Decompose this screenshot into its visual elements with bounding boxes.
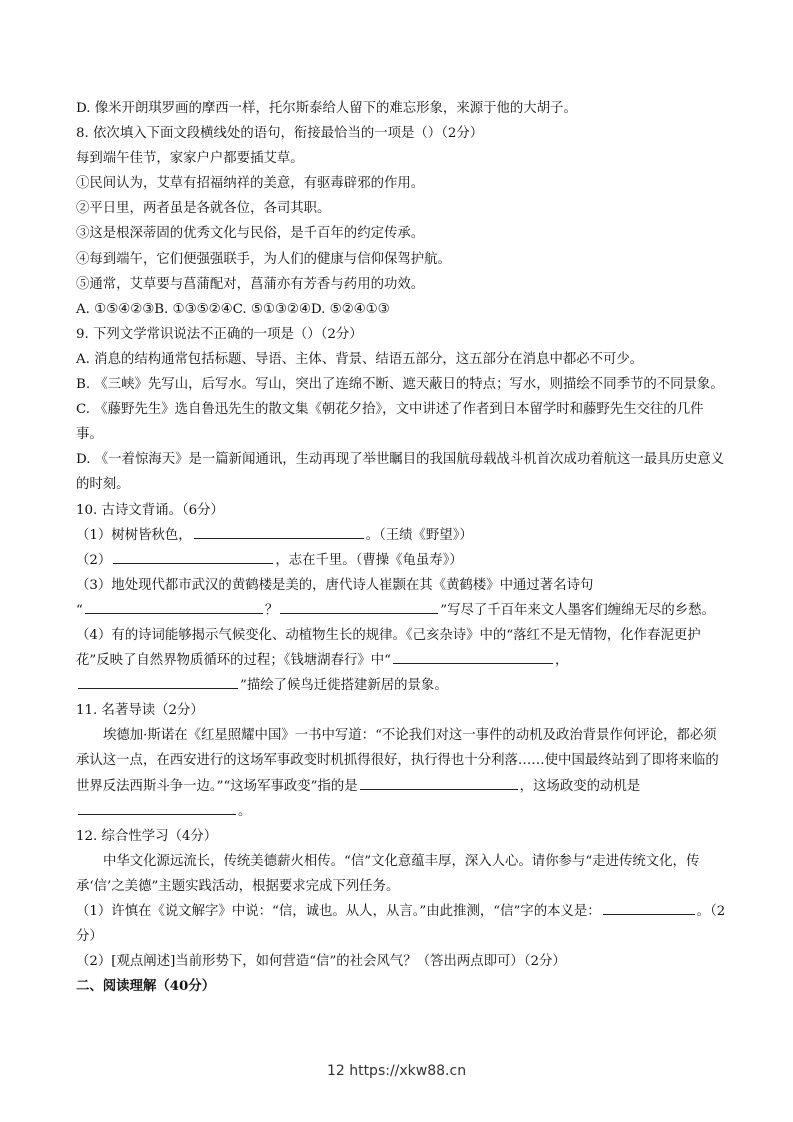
q8-stem: 每到端午佳节，家家户户都要插艾草。 — [76, 151, 304, 167]
q12-title: 12. 综合性学习（4分） — [76, 828, 218, 844]
answer-blank[interactable] — [360, 775, 518, 790]
section-heading: 二、阅读理解（40分） — [76, 978, 216, 995]
exam-content — [76, 96, 726, 999]
q9-option-a: A. 消息的结构通常包括标题、导语、主体、背景、结语五部分，这五部分在消息中都必不可少。 — [76, 351, 644, 367]
q10-4-suffix: ”描绘了候鸟迁徙搭建新居的景象。 — [240, 678, 448, 694]
page-footer: 12 https://xkw88.cn — [326, 1063, 467, 1079]
q7-option-d: D. 像米开朗琪罗画的摩西一样，托尔斯泰给人留下的难忘形象，来源于他的大胡子。 — [76, 101, 577, 116]
q8-sentence-4: ④每到端午，它们便强强联手，为人们的健康与信仰保驾护航。 — [76, 251, 451, 267]
q10-item-2 — [76, 548, 726, 573]
q8-title: 8. 依次填入下面文段横线处的语句，衔接最恰当的一项是（）（2分） — [76, 126, 484, 142]
q10-item-3: （3）地处现代都市武汉的黄鹤楼是美的，唐代诗人崔颢在其《黄鹤楼》中通过著名诗句 — [76, 577, 594, 593]
answer-blank[interactable] — [85, 599, 263, 614]
comma: ， — [554, 653, 569, 669]
q9-option-c: C. 《藤野先生》选自鲁迅先生的散文集《朝花夕拾》，文中讲述了作者到日本留学时和藤野先生交往的几件事。 — [76, 402, 704, 443]
answer-blank[interactable] — [603, 900, 695, 915]
q8-sentence-2: ②平日里，两者虽是各就各位，各司其职。 — [76, 201, 331, 217]
q11-text-2: ，这场政变的动机是 — [519, 778, 641, 794]
q9-title: 9. 下列文学常识说法不正确的一项是（）（2分） — [76, 326, 363, 342]
answer-blank[interactable] — [113, 549, 273, 564]
q8-sentence-1: ①民间认为，艾草有招福纳祥的美意，有驱毒辟邪的作用。 — [76, 176, 425, 192]
q12-passage: 中华文化源远流长，传统美德薪火相传。“信”文化意蕴丰厚，深入人心。请你参与“走进传统文化，传承‘信’之美德”主题实践活动，根据要求完成下列任务。 — [76, 853, 700, 894]
q10-1-suffix: 。（王绩《野望》） — [365, 527, 473, 543]
q10-item-4 — [76, 623, 726, 698]
q12-1-suffix: 。（2分） — [76, 904, 726, 945]
question-mark: ？ — [264, 602, 279, 618]
answer-blank[interactable] — [393, 649, 553, 664]
q10-3-suffix: ”写尽了千百年来文人墨客们缠绵无尽的乡愁。 — [440, 602, 715, 618]
open-quote: “ — [76, 602, 83, 618]
q11-passage — [76, 723, 726, 823]
answer-blank[interactable] — [194, 524, 364, 539]
answer-blank[interactable] — [280, 599, 438, 614]
answer-blank[interactable] — [78, 674, 238, 689]
q10-item-3-blanks — [76, 598, 726, 623]
q12-item-2: （2）[观点阐述]当前形势下，如何营造“信”的社会风气？（答出两点即可）（2分） — [76, 954, 566, 970]
q12-1-text: （1）许慎在《说文解字》中说：“信，诚也。从人，从言。”由此推测，“信”字的本义是： — [76, 904, 601, 919]
q10-title: 10. 古诗文背诵。（6分） — [76, 502, 224, 518]
q9-option-d: D. 《一着惊海天》是一篇新闻通讯，生动再现了举世瞩目的我国航母载战斗机首次成功着航这一最具历史意义的时刻。 — [76, 452, 725, 493]
q10-1-prefix: （1）树树皆秋色， — [76, 527, 192, 543]
q12-item-1 — [76, 899, 726, 949]
q10-2-suffix: ，志在千里。（曹操《龟虽寿》） — [275, 552, 463, 568]
q8-options: A. ①⑤④②③B. ①③⑤②④C. ⑤①③②④D. ⑤②④①③ — [76, 301, 390, 317]
q9-option-b: B. 《三峡》先写山，后写水。写山，突出了连绵不断、遮天蔽日的特点；写水，则描绘不同季节的不同景象。 — [76, 377, 724, 393]
q8-sentence-3: ③这是根深蒂固的优秀文化与民俗，是千百年的约定传承。 — [76, 226, 425, 242]
answer-blank[interactable] — [78, 800, 236, 815]
q10-4-text: （4）有的诗词能够揭示气候变化、动植物生长的规律。《己亥杂诗》中的“落红不是无情物，化作春泥更护花”反映了自然界物质循环的过程；《钱塘湖春行》中“ — [76, 627, 701, 669]
q11-text-3: 。 — [238, 803, 252, 819]
q10-2-prefix: （2） — [76, 552, 112, 568]
q11-title: 11. 名著导读（2分） — [76, 703, 204, 719]
q10-item-1 — [76, 523, 726, 548]
q11-text: 埃德加·斯诺在《红星照耀中国》一书中写道：“不论我们对这一事件的动机及政治背景作何评论，都必须承认这一点，在西安进行的这场军事政变时机抓得很好，执行得也十分利落……使中国最终站到了即将来临的世界反法西斯斗争一边。”“这场军事政变”指的是 — [76, 728, 719, 794]
q8-sentence-5: ⑤通常，艾草要与菖蒲配对，菖蒲亦有芳香与药用的功效。 — [76, 276, 425, 292]
